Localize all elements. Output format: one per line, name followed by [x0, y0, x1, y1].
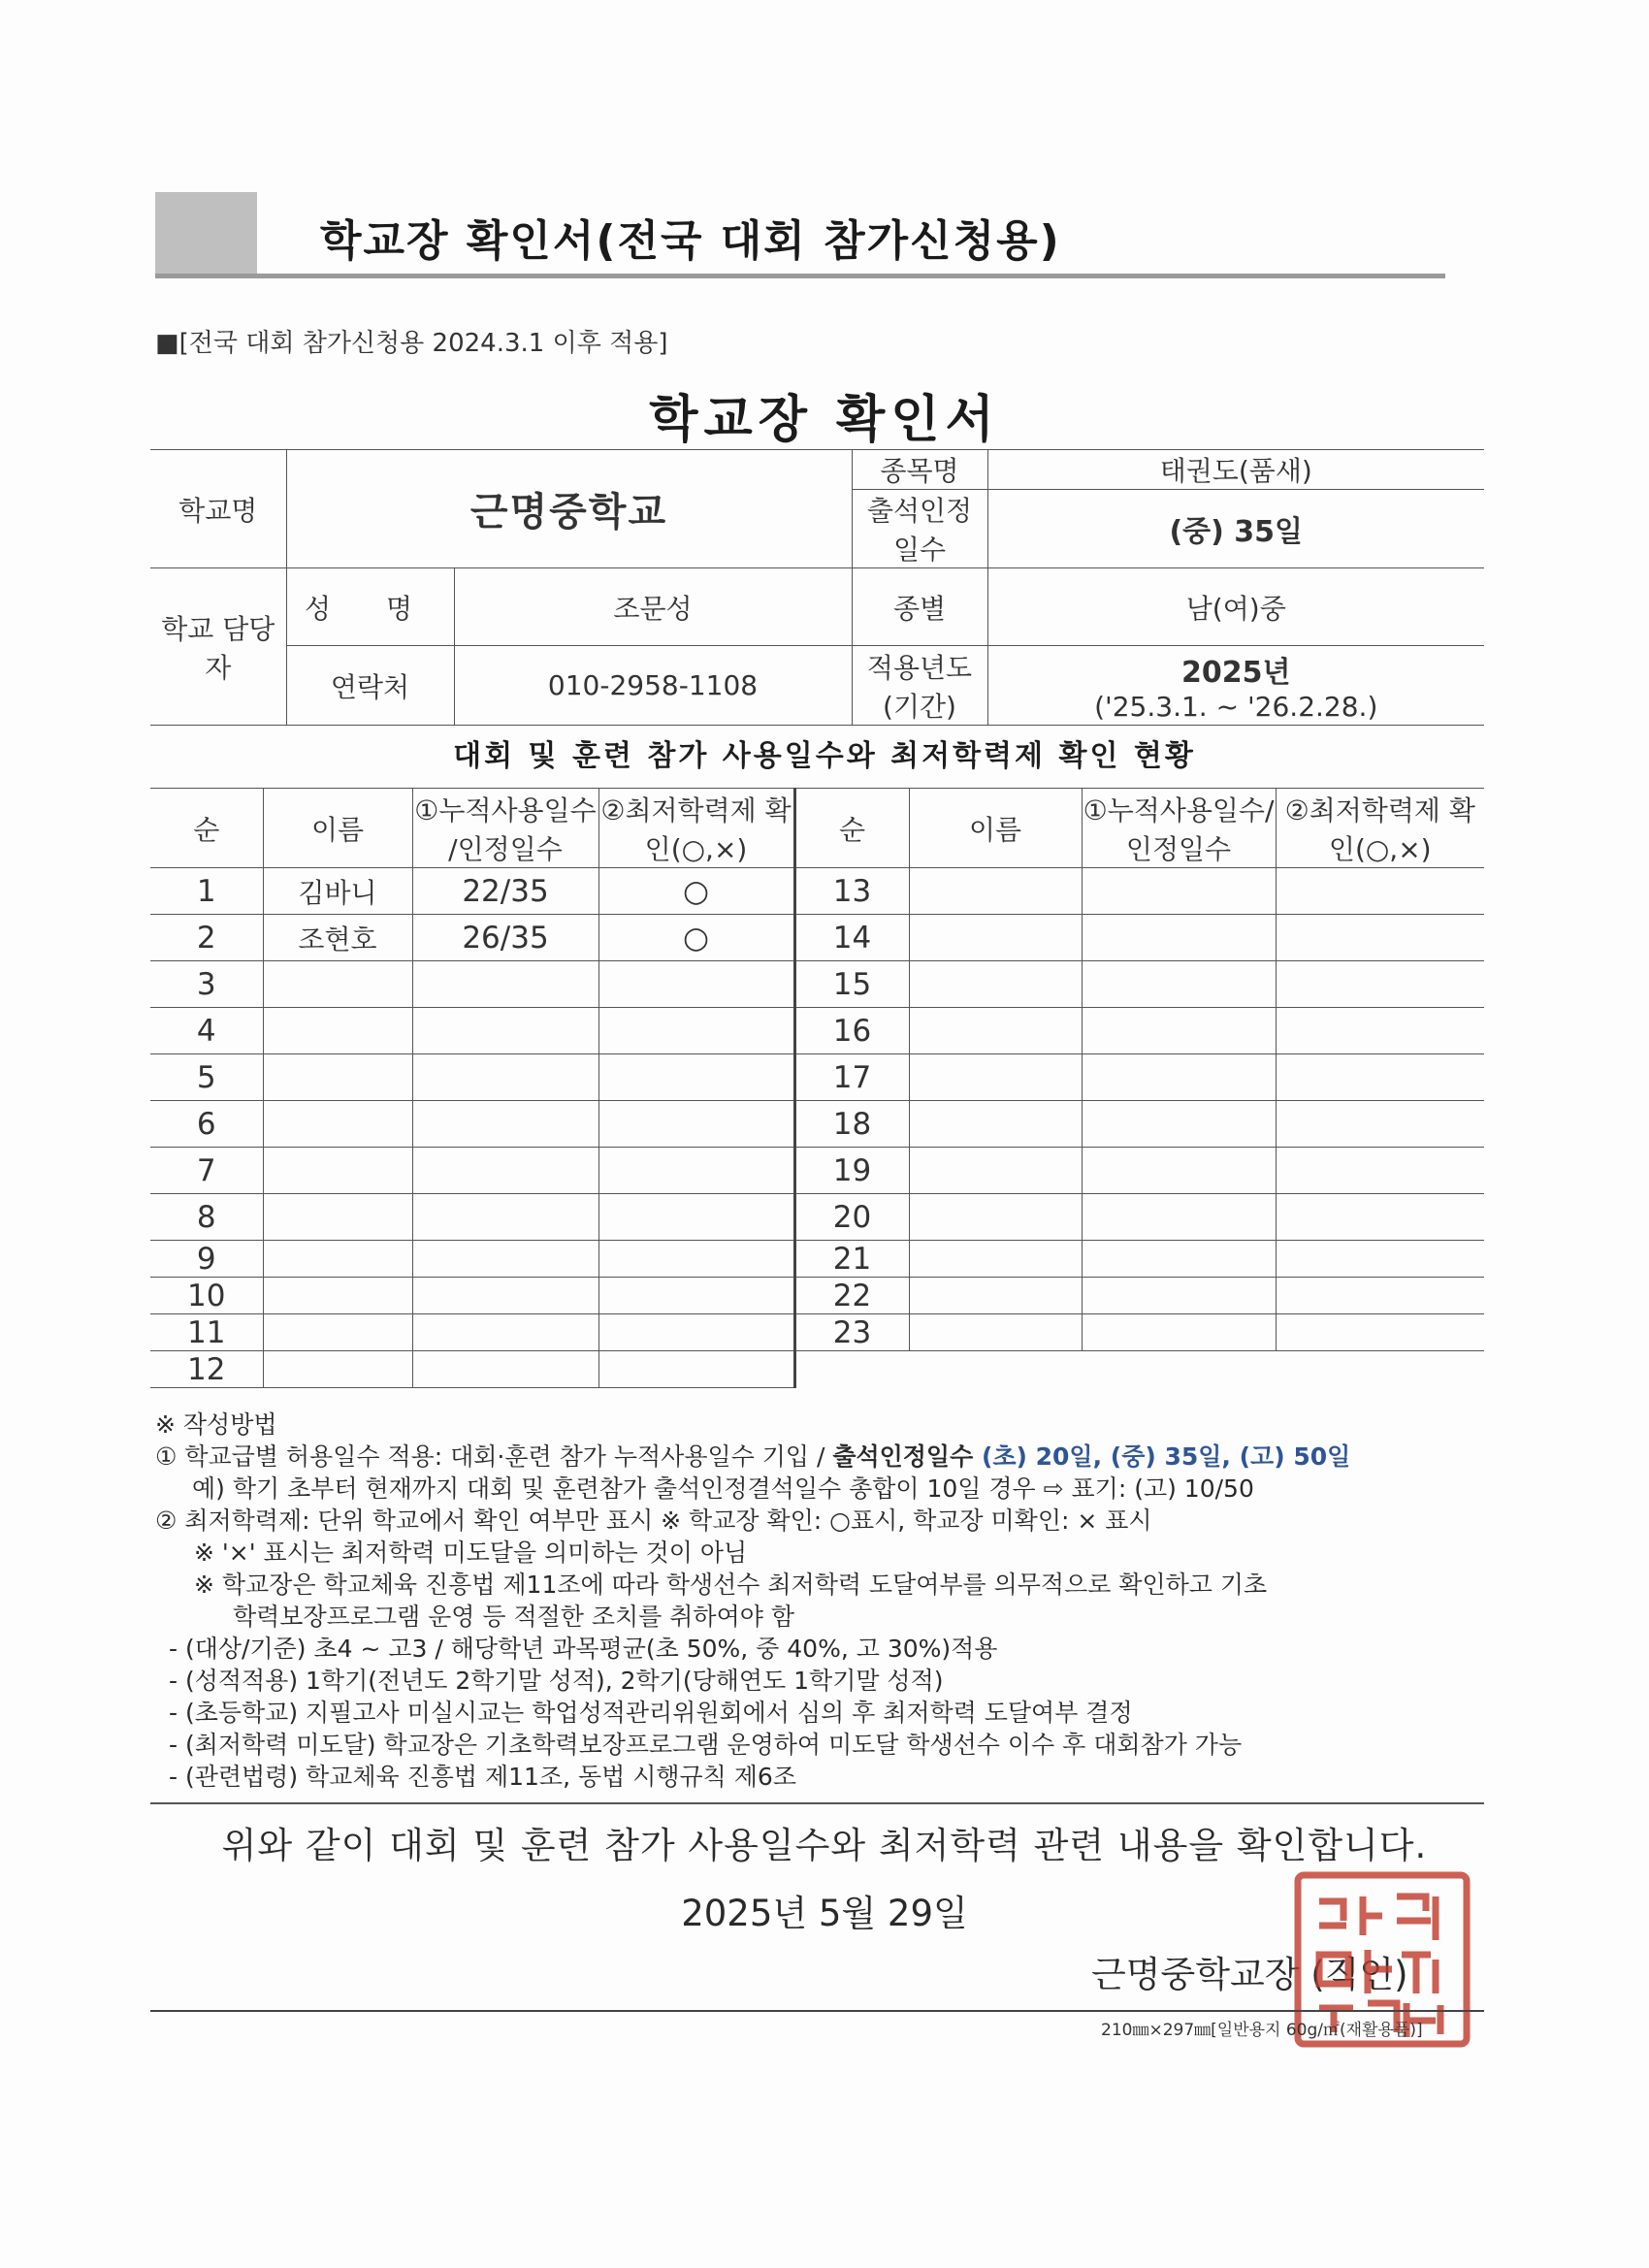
table-row	[150, 868, 1484, 915]
note-1	[155, 1441, 1513, 1473]
principal-signature-line: 근명중학교장 (직인)	[1091, 1954, 1408, 1995]
school-name-label: 학교명	[150, 450, 286, 568]
days-used: 22/35	[412, 868, 598, 915]
row-number: 5	[150, 1054, 263, 1101]
row-number-right: 17	[794, 1054, 909, 1101]
attendance-days-value: (중) 35일	[987, 490, 1484, 568]
note-1-limits: (초) 20일, (중) 35일, (고) 50일	[973, 1442, 1351, 1471]
header-name: 이름	[263, 789, 412, 868]
contact-value: 010-2958-1108	[454, 646, 852, 726]
gender-label: 종별	[852, 568, 987, 646]
application-year-cell	[987, 646, 1484, 726]
note-2-b-cont: 학력보장프로그램 운영 등 적절한 조치를 취하여야 함	[233, 1603, 794, 1631]
row-number-right: 18	[794, 1101, 909, 1148]
contact-label: 연락처	[286, 646, 454, 726]
application-year-label: 적용년도 (기간)	[852, 646, 987, 726]
academic-check	[598, 1194, 794, 1241]
student-name: 김바니	[263, 868, 412, 915]
detail-1: - (대상/기준) 초4 ~ 고3 / 해당학년 과목평균(초 50%, 중 40%, 고 30%)적용	[169, 1635, 998, 1663]
writing-instructions	[155, 1409, 1513, 1793]
header-gray-block	[155, 192, 257, 275]
days-used	[412, 1351, 598, 1388]
academic-check-right	[1276, 1278, 1484, 1314]
row-number-right: 14	[794, 915, 909, 961]
student-name	[263, 1351, 412, 1388]
header-underline	[155, 274, 1445, 278]
academic-check	[598, 1148, 794, 1194]
student-name-right	[909, 868, 1082, 915]
application-year-value: 2025년	[1181, 656, 1291, 690]
application-period-value: ('25.3.1. ~ '26.2.28.)	[1094, 691, 1378, 723]
days-used-right	[1082, 1101, 1276, 1148]
paper-spec: 210㎜×297㎜[일반용지 60g/㎡(재활용품)]	[1101, 2021, 1423, 2040]
student-name-right	[909, 1148, 1082, 1194]
row-number: 4	[150, 1008, 263, 1054]
row-number: 6	[150, 1101, 263, 1148]
days-used-right	[1082, 1278, 1276, 1314]
academic-check	[598, 1278, 794, 1314]
student-name-right	[909, 1278, 1082, 1314]
student-name-right	[909, 1194, 1082, 1241]
table-row	[150, 1148, 1484, 1194]
row-number: 9	[150, 1241, 263, 1278]
row-number-right: 15	[794, 961, 909, 1008]
manager-name-value: 조문성	[454, 568, 852, 646]
student-name	[263, 1278, 412, 1314]
table-row	[150, 1008, 1484, 1054]
applicability-notice: ■[전국 대회 참가신청용 2024.3.1 이후 적용]	[155, 329, 668, 358]
row-number: 2	[150, 915, 263, 961]
row-number-right: 20	[794, 1194, 909, 1241]
academic-check-right	[1276, 961, 1484, 1008]
days-used	[412, 1008, 598, 1054]
header-check: ②최저학력제 확인(○,×)	[598, 789, 794, 868]
academic-check-right	[1276, 1148, 1484, 1194]
academic-check	[598, 1314, 794, 1351]
student-name-right	[909, 1101, 1082, 1148]
table-row	[150, 1101, 1484, 1148]
gender-value: 남(여)중	[987, 568, 1484, 646]
days-used-right	[1082, 961, 1276, 1008]
row-number: 11	[150, 1314, 263, 1351]
student-name	[263, 1101, 412, 1148]
row-number: 7	[150, 1148, 263, 1194]
detail-2: - (성적적용) 1학기(전년도 2학기말 성적), 2학기(당해연도 1학기말 성적)	[169, 1667, 944, 1695]
header-title: 학교장 확인서(전국 대회 참가신청용)	[320, 216, 1061, 266]
academic-check	[598, 1008, 794, 1054]
table-row	[150, 1278, 1484, 1314]
event-label: 종목명	[852, 450, 987, 490]
student-name	[263, 1054, 412, 1101]
days-used	[412, 1054, 598, 1101]
academic-check-right	[1276, 1054, 1484, 1101]
confirmation-statement: 위와 같이 대회 및 훈련 참가 사용일수와 최저학력 관련 내용을 확인합니다.	[221, 1825, 1428, 1866]
note-2-a: ※ '×' 표시는 최저학력 미도달을 의미하는 것이 아님	[194, 1539, 748, 1567]
days-used-right	[1082, 1054, 1276, 1101]
days-used-right	[1082, 1314, 1276, 1351]
header-days-right: ①누적사용일수/ 인정일수	[1082, 789, 1276, 868]
status-section-title: 대회 및 훈련 참가 사용일수와 최저학력제 확인 현황	[453, 739, 1196, 773]
table-row	[150, 1241, 1484, 1278]
row-number-right: 22	[794, 1278, 909, 1314]
days-used-right	[1082, 1148, 1276, 1194]
detail-5: - (관련법령) 학교체육 진흥법 제11조, 동법 시행규칙 제6조	[169, 1763, 796, 1791]
attendance-days-label: 출석인정 일수	[852, 490, 987, 568]
manager-name-label: 성 명	[286, 568, 454, 646]
days-used	[412, 1101, 598, 1148]
separator-line	[150, 1802, 1484, 1804]
student-name	[263, 961, 412, 1008]
student-name-right	[909, 915, 1082, 961]
days-used-right	[1082, 868, 1276, 915]
header-days: ①누적사용일수 /인정일수	[412, 789, 598, 868]
row-number: 10	[150, 1278, 263, 1314]
header-no: 순	[150, 789, 263, 868]
school-info-table	[150, 449, 1484, 726]
note-2: ② 최저학력제: 단위 학교에서 확인 여부만 표시 ※ 학교장 확인: ○표시, 학교장 미확인: × 표시	[155, 1507, 1152, 1535]
days-used	[412, 1241, 598, 1278]
academic-check-right	[1276, 1008, 1484, 1054]
table-row	[150, 1351, 1484, 1388]
detail-3: - (초등학교) 지필고사 미실시교는 학업성적관리위원회에서 심의 후 최저학력 도달여부 결정	[169, 1699, 1133, 1727]
student-name	[263, 1148, 412, 1194]
academic-check	[598, 1241, 794, 1278]
row-number-right: 16	[794, 1008, 909, 1054]
days-used	[412, 1278, 598, 1314]
academic-check-right	[1276, 1314, 1484, 1351]
days-used-right	[1082, 915, 1276, 961]
row-number: 1	[150, 868, 263, 915]
footer-line	[150, 2010, 1484, 2012]
days-used-right	[1082, 1008, 1276, 1054]
table-row	[150, 915, 1484, 961]
student-name	[263, 1194, 412, 1241]
note-1-example: 예) 학기 초부터 현재까지 대회 및 훈련참가 출석인정결석일수 총합이 10일 경우 ⇨ 표기: (고) 10/50	[192, 1474, 1254, 1503]
student-name	[263, 1008, 412, 1054]
detail-4: - (최저학력 미도달) 학교장은 기초학력보장프로그램 운영하여 미도달 학생선수 이수 후 대회참가 가능	[169, 1731, 1243, 1759]
academic-check	[598, 1054, 794, 1101]
student-name-right	[909, 1008, 1082, 1054]
table-row	[150, 1054, 1484, 1101]
row-number-right: 19	[794, 1148, 909, 1194]
academic-check-right	[1276, 1101, 1484, 1148]
row-number-right: 23	[794, 1314, 909, 1351]
event-value: 태권도(품새)	[987, 450, 1484, 490]
student-name-right	[909, 1241, 1082, 1278]
empty-cell	[794, 1351, 1484, 1388]
student-name-right	[909, 1054, 1082, 1101]
academic-check	[598, 1101, 794, 1148]
issue-date: 2025년 5월 29일	[681, 1893, 968, 1934]
row-number: 3	[150, 961, 263, 1008]
table-row	[150, 1314, 1484, 1351]
student-name	[263, 1241, 412, 1278]
academic-check-right	[1276, 1241, 1484, 1278]
header-no-right: 순	[794, 789, 909, 868]
table-row	[150, 961, 1484, 1008]
status-table	[150, 788, 1484, 1388]
manager-label: 학교 담당자	[150, 568, 286, 726]
student-name	[263, 1314, 412, 1351]
note-1-bold: 출석인정일수	[832, 1442, 974, 1471]
table-row	[150, 1194, 1484, 1241]
academic-check: ○	[598, 915, 794, 961]
row-number-right: 13	[794, 868, 909, 915]
row-number: 8	[150, 1194, 263, 1241]
document-header	[155, 192, 1445, 277]
row-number-right: 21	[794, 1241, 909, 1278]
days-used-right	[1082, 1241, 1276, 1278]
days-used	[412, 1148, 598, 1194]
student-name: 조현호	[263, 915, 412, 961]
academic-check	[598, 1351, 794, 1388]
academic-check-right	[1276, 868, 1484, 915]
student-name-right	[909, 961, 1082, 1008]
student-name-right	[909, 1314, 1082, 1351]
days-used	[412, 1194, 598, 1241]
days-used-right	[1082, 1194, 1276, 1241]
note-1-text: ① 학교급별 허용일수 적용: 대회·훈련 참가 누적사용일수 기입 /	[155, 1442, 833, 1471]
days-used	[412, 961, 598, 1008]
days-used	[412, 1314, 598, 1351]
academic-check: ○	[598, 868, 794, 915]
row-number: 12	[150, 1351, 263, 1388]
academic-check-right	[1276, 1194, 1484, 1241]
note-2-b: ※ 학교장은 학교체육 진흥법 제11조에 따라 학생선수 최저학력 도달여부를 의무적으로 확인하고 기초	[194, 1571, 1268, 1599]
academic-check	[598, 961, 794, 1008]
form-title: 학교장 확인서	[649, 391, 1000, 449]
school-name-value: 근명중학교	[286, 450, 852, 568]
header-name-right: 이름	[909, 789, 1082, 868]
academic-check-right	[1276, 915, 1484, 961]
days-used: 26/35	[412, 915, 598, 961]
notes-heading: ※ 작성방법	[155, 1410, 277, 1439]
header-check-right: ②최저학력제 확인(○,×)	[1276, 789, 1484, 868]
status-header-row	[150, 789, 1484, 868]
